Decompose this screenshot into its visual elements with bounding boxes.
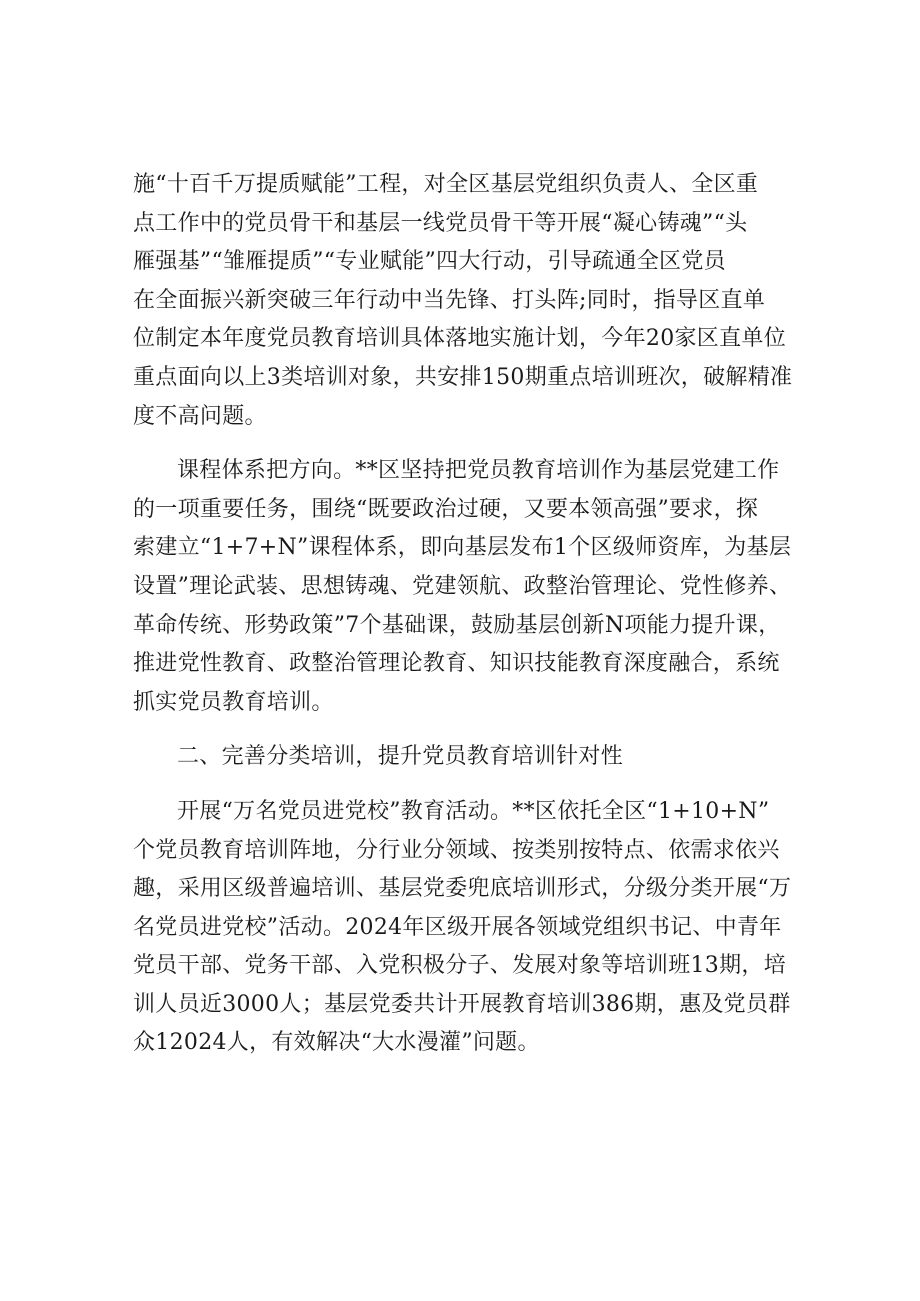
text-line: 点工作中的党员骨干和基层一线党员骨干等开展“凝心铸魂”“头 xyxy=(133,210,748,236)
text-line: 施“十百千万提质赋能”工程，对全区基层党组织负责人、全区重 xyxy=(133,172,759,197)
paragraph-training-program xyxy=(133,166,803,436)
text-line: 度不高问题。 xyxy=(133,403,267,429)
text-line: 训人员近3000人；基层党委共计开展教育培训386期，惠及党员群 xyxy=(133,991,791,1017)
text-line: 革命传统、形势政策”7个基础课，鼓励基层创新N项能力提升课， xyxy=(133,612,781,638)
heading-text: 二、完善分类培训，提升党员教育培训针对性 xyxy=(177,744,624,770)
text-line: 名党员进党校”活动。2024年区级开展各领域党组织书记、中青年 xyxy=(133,914,782,940)
text-line: 趣，采用区级普遍培训、基层党委兜底培训形式，分级分类开展“万 xyxy=(133,876,792,902)
text-line: 雁强基”“雏雁提质”“专业赋能”四大行动，引导疏通全区党员 xyxy=(133,249,726,275)
text-line: 党员干部、党务干部、入党积极分子、发展对象等培训班13期，培 xyxy=(133,953,786,979)
text-line: 重点面向以上3类培训对象，共安排150期重点培训班次，破解精准 xyxy=(133,364,793,390)
paragraph-party-school-activity xyxy=(133,793,803,1063)
text-line: 位制定本年度党员教育培训具体落地实施计划，今年20家区直单位 xyxy=(133,326,786,352)
text-line: 推进党性教育、政整治管理论教育、知识技能教育深度融合，系统 xyxy=(133,651,780,677)
text-line: 在全面振兴新突破三年行动中当先锋、打头阵;同时，指导区直单 xyxy=(133,287,766,313)
text-line: 个党员教育培训阵地，分行业分领域、按类别按特点、依需求依兴 xyxy=(133,837,780,863)
paragraph-curriculum-system xyxy=(133,452,803,722)
text-line: 索建立“1+7+N”课程体系，即向基层发布1个区级师资库，为基层 xyxy=(133,535,792,561)
text-line: 众12024人，有效解决“大水漫灌”问题。 xyxy=(133,1030,540,1056)
text-line: 开展“万名党员进党校”教育活动。**区依托全区“1+10+N” xyxy=(177,798,770,824)
text-line: 抓实党员教育培训。 xyxy=(133,689,334,715)
section-heading xyxy=(133,738,803,777)
text-line: 课程体系把方向。**区坚持把党员教育培训作为基层党建工作 xyxy=(177,458,780,484)
document-body xyxy=(133,166,803,1079)
text-line: 设置”理论武装、思想铸魂、党建领航、政整治管理论、党性修养、 xyxy=(133,573,792,599)
text-line: 的一项重要任务，围绕“既要政治过硬，又要本领高强”要求，探 xyxy=(133,496,759,522)
